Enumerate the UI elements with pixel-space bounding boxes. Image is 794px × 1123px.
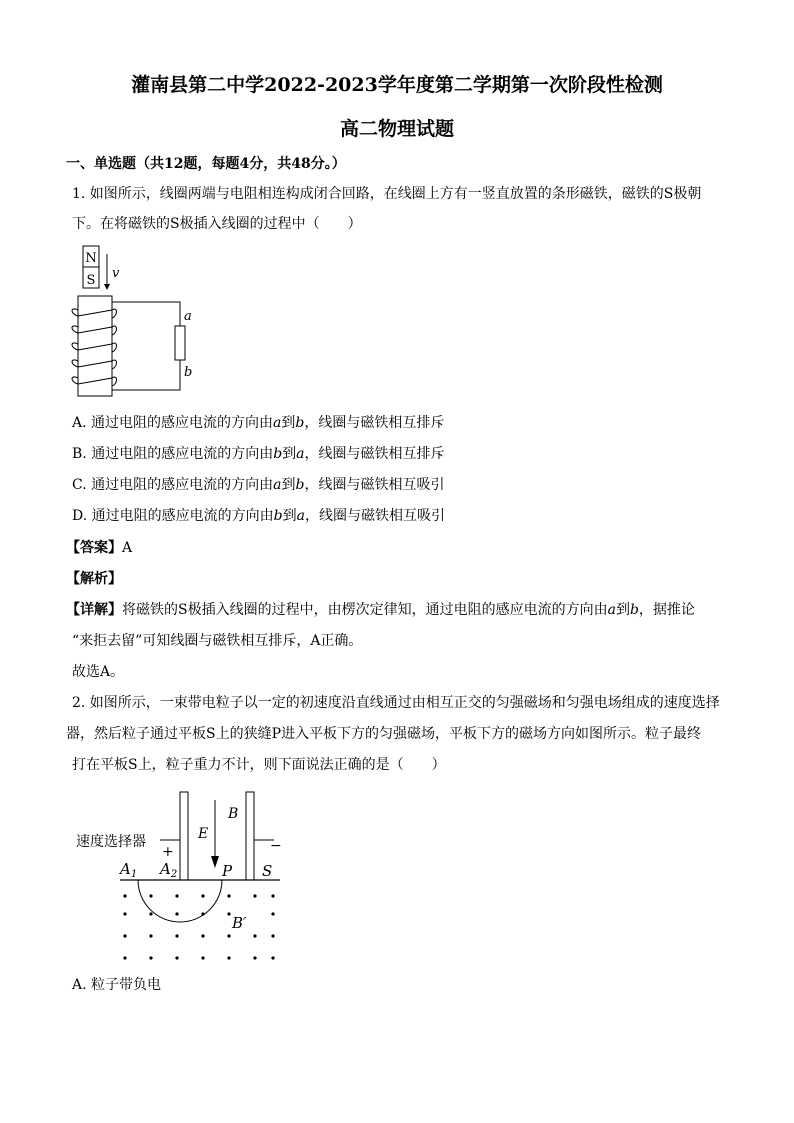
exam-title: 灌南县第二中学2022-2023学年度第二学期第一次阶段性检测 bbox=[131, 74, 663, 96]
b-field-label: B bbox=[228, 806, 239, 822]
point-a-label: a bbox=[184, 309, 192, 324]
magnet-n-label: N bbox=[85, 251, 97, 266]
left-plate bbox=[180, 792, 188, 880]
q1-option-a: A. 通过电阻的感应电流的方向由a到b，线圈与磁铁相互排斥 bbox=[72, 415, 445, 431]
resistor bbox=[175, 326, 185, 360]
minus-sign: − bbox=[270, 838, 282, 854]
selector-label: 速度选择器 bbox=[76, 834, 146, 850]
q2-stem-line1: 2. 如图所示，一束带电粒子以一定的初速度沿直线通过由相互正交的匀强磁场和匀强电场组成的速度选择 bbox=[72, 695, 720, 711]
a2-label: $A_2$ bbox=[160, 860, 178, 880]
velocity-label: v bbox=[112, 266, 120, 281]
circuit-wire-top bbox=[112, 302, 180, 326]
exam-subtitle: 高二物理试题 bbox=[339, 118, 454, 140]
q2-stem-line3: 打在平板S上，粒子重力不计，则下面说法正确的是（ ） bbox=[72, 757, 446, 773]
point-b-label: b bbox=[184, 365, 193, 380]
q2-option-a: A. 粒子带负电 bbox=[72, 977, 162, 993]
q1-analysis-label: 【解析】 bbox=[66, 571, 122, 587]
right-plate bbox=[246, 792, 254, 880]
plus-sign: + bbox=[162, 844, 174, 860]
slit-p-label: P bbox=[222, 862, 233, 880]
q1-detail-line1: 【详解】将磁铁的S极插入线圈的过程中，由楞次定律知，通过电阻的感应电流的方向由a到b，据推论 bbox=[66, 602, 695, 618]
magnet-s-label: S bbox=[86, 273, 96, 288]
q1-stem-line1: 1. 如图所示，线圈两端与电阻相连构成闭合回路，在线圈上方有一竖直放置的条形磁铁，磁铁的S极朝 bbox=[72, 186, 702, 202]
section-heading: 一、单选题（共12题，每题4分，共48分。） bbox=[66, 156, 346, 172]
q1-detail-line2: “来拒去留”可知线圈与磁铁相互排斥，A正确。 bbox=[72, 633, 363, 649]
plate-s-label: S bbox=[262, 862, 273, 880]
coil-windings bbox=[72, 309, 117, 386]
a1-label: $A_1$ bbox=[120, 860, 138, 880]
circuit-wire-bottom bbox=[112, 360, 180, 390]
b-prime-label: B′ bbox=[232, 914, 247, 932]
q2-stem-line2: 器，然后粒子通过平板S上的狭缝P进入平板下方的匀强磁场，平板下方的磁场方向如图所示。粒子最终 bbox=[66, 726, 702, 742]
particle-path bbox=[138, 880, 222, 922]
q1-figure bbox=[66, 240, 206, 400]
q1-option-d: D. 通过电阻的感应电流的方向由b到a，线圈与磁铁相互吸引 bbox=[72, 508, 445, 524]
q1-conclusion: 故选A。 bbox=[72, 664, 125, 680]
q1-answer: 【答案】A bbox=[66, 540, 133, 556]
q1-option-c: C. 通过电阻的感应电流的方向由a到b，线圈与磁铁相互吸引 bbox=[72, 477, 445, 493]
q1-option-b: B. 通过电阻的感应电流的方向由b到a，线圈与磁铁相互排斥 bbox=[72, 446, 445, 462]
q1-stem-line2: 下。在将磁铁的S极插入线圈的过程中（ ） bbox=[72, 216, 362, 232]
e-field-label: E bbox=[198, 826, 209, 842]
q2-figure bbox=[70, 788, 300, 966]
